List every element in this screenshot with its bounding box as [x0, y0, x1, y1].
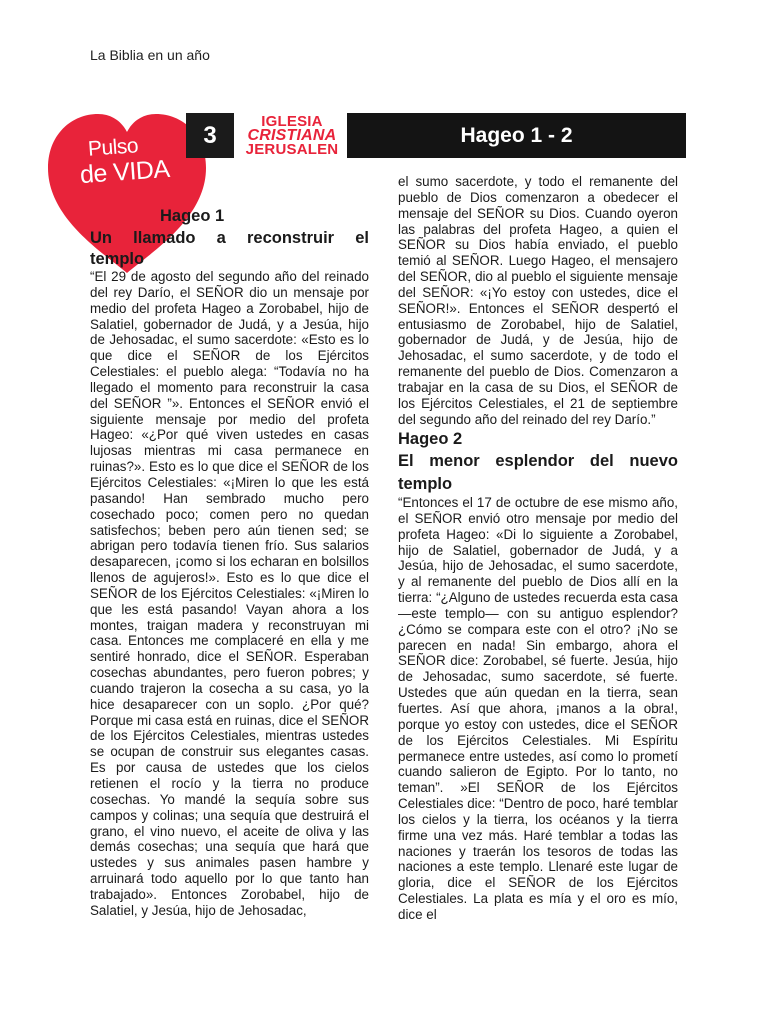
church-logo-line3: JERUSALEN — [245, 141, 339, 158]
heart-logo-line1: Pulso — [87, 134, 139, 161]
chapter-number: 3 — [186, 113, 234, 158]
left-body-text: “El 29 de agosto del segundo año del reinado del rey Darío, el SEÑOR dio un mensaje por medio del profeta Hageo a Zorobabel, hijo de Salatiel, gobernador de Judá, y a Jesúa, hijo de Jehosadac, el sumo sacerdote: «Esto es lo que dice el SEÑOR de los Ejércitos Celestiales: el pueblo alega: “Todavía no ha llegado el momento para reconstruir la casa del SEÑOR ”». Entonces el SEÑOR envió el siguiente mensaje por medio del profeta Hageo: «¿Por qué viven ustedes en casas lujosas mientras mi casa permanece en ruinas?». Esto es lo que dice el SEÑOR de los Ejércitos Celestiales: «¡Miren lo que les está pasando! Han sembrado mucho pero cosechado poco; comen pero no quedan satisfechos; beben pero aún tienen sed; se abrigan pero todavía tienen frío. Sus salarios desaparecen, ¡como si los echaran en bolsillos llenos de agujeros!». Esto es lo que dice el SEÑOR de los Ejércitos Celestiales: «¡Miren lo que les está pasando! Vayan ahora a los montes, traigan madera y reconstruyan mi casa. Entonces me complaceré en ella y me sentiré honrado, dice el SEÑOR. Esperaban cosechas abundantes, pero fueron pobres; y cuando trajeron la cosecha a su casa, yo la hice desaparecer con un soplo. ¿Por qué? Porque mi casa está en ruinas, dice el SEÑOR de los Ejércitos Celestiales, mientras ustedes se ocupan de construir sus elegantes casas. Es por causa de ustedes que los cielos retienen el rocío y la tierra no produce cosechas. Yo mandé la sequía sobre sus campos y colinas; una sequía que destruirá el grano, el vino nuevo, el aceite de oliva y las demás cosechas; una sequía que hará que ustedes y sus animales pasen hambre y arruinará todo aquello por lo que tanto han trabajado». Entonces Zorobabel, hijo de Salatiel, y Jesúa, hijo de Jehosadac, — [90, 269, 369, 918]
left-heading-book: Hageo 1 — [160, 207, 225, 225]
running-head: La Biblia en un año — [90, 47, 210, 63]
church-logo-line1: IGLESIA — [261, 113, 323, 130]
right-body-text-2: “Entonces el 17 de octubre de ese mismo año, el SEÑOR envió otro mensaje por medio del profeta Hageo: «Di lo siguiente a Zorobabel, hijo de Salatiel, gobernador de Judá, y a Jesúa, hijo de Jehosadac, el sumo sacerdote, y al remanente del pueblo de Dios allí en la tierra: “¿Alguno de ustedes recuerda esta casa —este templo— con su antiguo esplendor? ¿Cómo se compara este con el otro? ¡No se parecen en nada! Sin embargo, ahora el SEÑOR dice: Zorobabel, sé fuerte. Jesúa, hijo de Jehosadac, sumo sacerdote, sé fuerte. Ustedes que aún quedan en la tierra, sean fuertes. Así que ahora, ¡manos a la obra!, porque yo estoy con ustedes, dice el SEÑOR de los Ejércitos Celestiales. Mi Espíritu permanece entre ustedes, así como lo prometí cuando salieron de Egipto. Por lo tanto, no teman”. »El SEÑOR de los Ejércitos Celestiales dice: “Dentro de poco, haré temblar los cielos y la tierra, los océanos y la tierra firme una vez más. Haré temblar a todas las naciones y traerán los tesoros de todas las naciones a este templo. Llenaré este lugar de gloria, dice el SEÑOR de los Ejércitos Celestiales. La plata es mía y el oro es mío, dice el — [398, 495, 678, 922]
right-heading-title: El menor esplendor del nuevo — [398, 452, 678, 470]
right-body-text-1: el sumo sacerdote, y todo el remanente del pueblo de Dios comenzaron a obedecer el mensaje del SEÑOR su Dios. Cuando oyeron las palabras del profeta Hageo, a quien el SEÑOR su Dios había enviado, el pueblo temió al SEÑOR. Luego Hageo, el mensajero del SEÑOR, dio al pueblo el siguiente mensaje del SEÑOR: «¡Yo estoy con ustedes, dice el SEÑOR!». Entonces el SEÑOR despertó el entusiasmo de Zorobabel, hijo de Salatiel, gobernador de Judá, y de Jesúa, hijo de Jehosadac, el sumo sacerdote, y de todo el remanente del pueblo de Dios. Comenzaron a trabajar en la casa de su Dios, el SEÑOR de los Ejércitos Celestiales, el 21 de septiembre del segundo año del reinado del rey Darío.” — [398, 174, 678, 427]
page-title: Hageo 1 - 2 — [347, 113, 686, 158]
left-heading-title-cont: templo — [90, 250, 145, 268]
right-heading-title-cont: templo — [398, 474, 453, 493]
right-column — [398, 174, 678, 923]
heart-logo-line2: de VIDA — [79, 154, 171, 190]
left-heading-title: Un llamado a reconstruir el — [90, 229, 369, 247]
church-logo-line2: CRISTIANA — [247, 127, 337, 144]
right-heading-book: Hageo 2 — [398, 429, 463, 448]
iglesia-cristiana-jerusalen-logo — [238, 115, 346, 161]
left-column — [90, 206, 369, 919]
